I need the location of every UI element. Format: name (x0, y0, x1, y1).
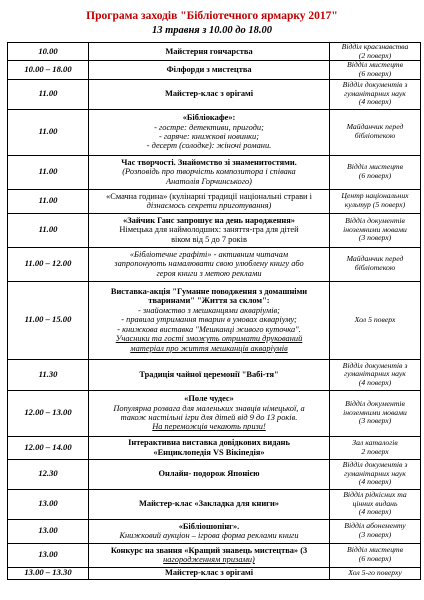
table-row (8, 359, 421, 390)
event-text: «Енциклопедія VS Вікіпедія» (153, 447, 265, 457)
time-cell: 10.00 (8, 43, 89, 61)
place-text: Зал каталогів (352, 437, 398, 447)
event-text: Час творчості. Знайомство зі знаменитостями. (121, 157, 297, 167)
place-text: гуманітарних наук (344, 88, 406, 98)
event-text: (Розповідь про творчість композитора і співака (122, 167, 296, 177)
table-row (8, 43, 421, 61)
place-cell (330, 543, 421, 567)
event-cell (89, 155, 330, 189)
place-cell (330, 567, 421, 579)
time-cell: 11.00 (8, 213, 89, 247)
time-cell: 11.30 (8, 359, 89, 390)
event-cell (89, 543, 330, 567)
event-text: Німецька для наймолодших: заняття-гра для дітей (119, 225, 299, 235)
place-cell (330, 79, 421, 109)
event-text: дізнаємось секрети приготування) (146, 201, 272, 210)
place-cell (330, 43, 421, 61)
table-row (8, 436, 421, 459)
place-text: (4 поверх) (358, 377, 392, 387)
place-cell (330, 189, 421, 213)
place-text: Відділ абонементу (344, 521, 406, 531)
place-text: Відділ документів (345, 399, 405, 409)
place-text: (4 поверх) (358, 507, 392, 517)
place-text: бібліотекою (354, 131, 396, 140)
place-text: Відділ документів з (342, 80, 408, 90)
event-text: Учасники та гості зможуть отримати друкований (115, 334, 303, 344)
event-text: Інтерактивна виставка довідкових видань (128, 438, 290, 448)
schedule-table (7, 42, 421, 580)
event-cell (89, 519, 330, 543)
event-text: Онлайн- подорож Японією (158, 469, 260, 479)
place-text: Центр національних (341, 191, 409, 201)
event-text: - книжкова виставка "Мешканці живого куточка". (117, 324, 301, 334)
event-text: Майстер-клас «Закладка для книги» (138, 499, 279, 509)
place-text: Хол 5 поверх (354, 314, 396, 324)
place-cell (330, 489, 421, 519)
table-row (8, 61, 421, 79)
time-cell: 11.00 (8, 109, 89, 155)
event-text: Анатолія Горчинського) (166, 176, 252, 186)
event-text: - гостре: детективи, пригоди; (154, 122, 264, 132)
table-row (8, 109, 421, 155)
place-cell (330, 359, 421, 390)
event-text: «Смачна година» (кулінарні традиції національні страви і (106, 191, 312, 201)
table-row (8, 281, 421, 359)
place-text: Відділ рідкісних та (343, 490, 407, 500)
time-cell: 12.00 – 14.00 (8, 436, 89, 459)
event-text: Майстер-клас з орігамі (164, 568, 254, 578)
place-text: Майданчик перед (346, 122, 404, 132)
place-text: (3 поверх) (358, 530, 392, 539)
place-text: культур (5 поверх) (344, 200, 406, 209)
event-cell (89, 489, 330, 519)
time-cell: 13.00 (8, 543, 89, 567)
place-text: іноземними мовами (343, 224, 407, 234)
page-subtitle: 13 травня з 10.00 до 18.00 (151, 25, 273, 36)
event-text: На переможців чекають призи! (152, 422, 266, 432)
table-row (8, 543, 421, 567)
event-cell (89, 247, 330, 281)
table-row (8, 459, 421, 489)
place-text: 2 поверх (361, 446, 389, 456)
place-text: (3 поверх) (358, 233, 392, 243)
place-text: (4 поверх) (358, 477, 392, 487)
place-text: гуманітарних наук (344, 468, 406, 478)
event-text: «Бібліотечне графіті» - активним читачам (129, 249, 289, 259)
place-text: Майданчик перед (346, 254, 404, 264)
place-cell (330, 213, 421, 247)
event-cell (89, 359, 330, 390)
event-cell (89, 459, 330, 489)
place-cell (330, 109, 421, 155)
time-cell: 12.00 – 13.00 (8, 390, 89, 436)
event-text: також настільні ігри для дітей від 9 до 13 років. (120, 413, 298, 422)
time-cell: 13.00 (8, 489, 89, 519)
event-text: Філфорди з мистецтва (166, 65, 252, 75)
event-text: віком від 5 до 7 років (171, 234, 247, 244)
place-text: (4 поверх) (358, 97, 392, 107)
place-text: іноземними мовами (343, 407, 407, 417)
place-text: Відділ документів з (342, 360, 408, 370)
event-text: запропонують намалювати свою улюблену книгу або (114, 259, 304, 269)
event-text: Традиція чайної церемонії "Вабі-тя" (139, 369, 279, 379)
event-cell (89, 281, 330, 359)
place-cell (330, 281, 421, 359)
place-text: Відділ мистецтв (347, 60, 403, 70)
place-text: Відділ документів (345, 216, 405, 226)
event-text: «Бібліокафе»: (182, 113, 236, 123)
table-row (8, 247, 421, 281)
event-text: - знайомство з мешканцями акваріумів; (138, 305, 280, 315)
event-text: - десерт (солодке): жіночі романи. (146, 141, 272, 151)
event-text: «Поле чудес» (184, 394, 234, 404)
place-text: (6 поверх) (358, 68, 392, 78)
place-text: Відділ мистецтв (347, 545, 403, 555)
event-text: Книжковий аукціон – ігрова форма реклами книги (119, 531, 299, 540)
time-cell: 11.00 – 12.00 (8, 247, 89, 281)
event-text: нагородженням призами) (163, 555, 255, 564)
place-cell (330, 436, 421, 459)
place-text: Відділ краєзнавства (341, 42, 409, 51)
event-text: Популярна розвага для маленьких знавців німецької, а (113, 403, 305, 413)
event-text: героя книги з метою реклами (156, 268, 262, 278)
event-cell (89, 109, 330, 155)
table-row (8, 79, 421, 109)
place-cell (330, 155, 421, 189)
time-cell: 11.00 (8, 189, 89, 213)
place-text: бібліотекою (354, 263, 396, 272)
event-text: «Зайчик Ганс запрошує на день народження» (123, 215, 295, 225)
event-text: - гаряче: книжкові новинки; (158, 132, 259, 141)
time-cell: 12.30 (8, 459, 89, 489)
event-cell (89, 189, 330, 213)
place-text: Хол 5-го поверху (348, 567, 402, 577)
place-text: (3 поверх) (358, 416, 392, 426)
event-text: «Бібліошопінг». (178, 521, 240, 531)
table-row (8, 155, 421, 189)
time-cell: 11.00 (8, 155, 89, 189)
place-text: (6 поверх) (358, 554, 392, 563)
place-cell (330, 390, 421, 436)
event-text: - правила утримання тварин в умовах акваріуму; (121, 315, 297, 325)
place-cell (330, 459, 421, 489)
place-text: (2 поверх) (358, 50, 392, 60)
table-row (8, 567, 421, 579)
time-cell: 13.00 (8, 519, 89, 543)
event-text: Майстер-клас з орігамі (164, 89, 254, 99)
time-cell: 11.00 – 15.00 (8, 281, 89, 359)
event-cell (89, 390, 330, 436)
time-cell: 11.00 (8, 79, 89, 109)
time-cell: 10.00 – 18.00 (8, 61, 89, 79)
event-cell (89, 43, 330, 61)
event-cell (89, 567, 330, 579)
table-row (8, 519, 421, 543)
place-text: цінних видань (352, 498, 398, 508)
table-row (8, 189, 421, 213)
event-text: Конкурс на звання «Кращий знавець мистецтва» (3 (110, 545, 308, 555)
place-cell (330, 247, 421, 281)
event-cell (89, 79, 330, 109)
place-cell (330, 61, 421, 79)
time-cell: 13.00 – 13.30 (8, 567, 89, 579)
place-text: гуманітарних наук (344, 369, 406, 379)
event-cell (89, 436, 330, 459)
place-text: (6 поверх) (358, 171, 392, 180)
table-row (8, 390, 421, 436)
event-text: тваринами" "Життя за склом": (148, 296, 270, 306)
event-text: матеріал про життя мешканців акваріумів (130, 343, 288, 353)
place-text: Відділ мистецтв (347, 162, 403, 172)
event-cell (89, 213, 330, 247)
page-title: Програма заходів "Бібліотечного ярмарку 2017" (86, 10, 338, 22)
table-row (8, 489, 421, 519)
event-text: Майстерня гончарства (165, 46, 253, 56)
event-cell (89, 61, 330, 79)
table-row (8, 213, 421, 247)
event-text: Виставка-акція "Гуманне поводження з домашніми (110, 287, 308, 297)
place-text: Відділ документів з (342, 460, 408, 470)
place-cell (330, 519, 421, 543)
